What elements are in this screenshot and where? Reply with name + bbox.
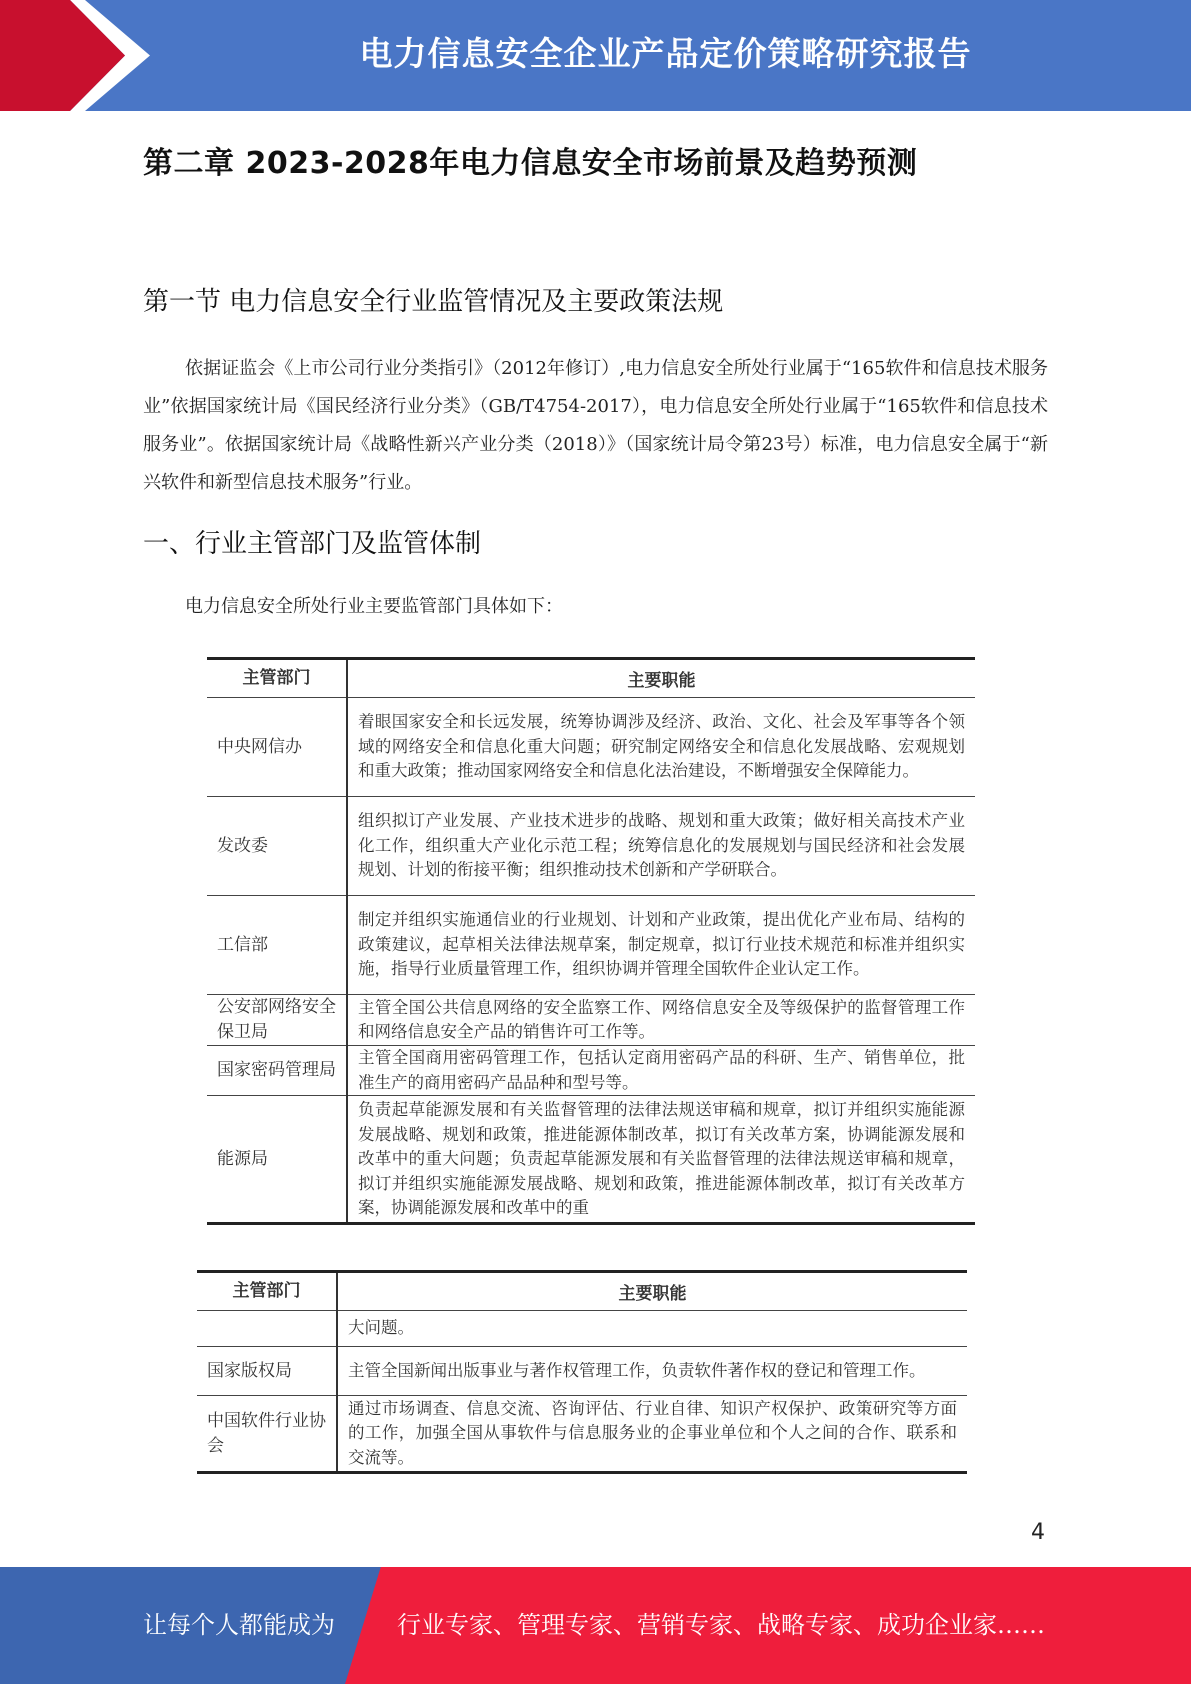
dept-cell: 国家版权局 (197, 1347, 337, 1396)
dept-cell: 能源局 (207, 1096, 347, 1224)
body-paragraph: 依据证监会《上市公司行业分类指引》（2012年修订）,电力信息安全所处行业属于“165软件和信息技术服务业”依据国家统计局《国民经济行业分类》（GB/T4754-2017），电力信息安全所处行业属于“165软件和信息技术服务业”。依据国家统计局《战略性新兴产业分类（2018）》（国家统计局令第23号）标准，电力信息安全属于“新兴软件和新型信息技术服务”行业。 (143, 358, 1048, 493)
table-row (207, 797, 975, 896)
section-title: 第一节 电力信息安全行业监管情况及主要政策法规 (143, 287, 724, 317)
table-intro-text: 电力信息安全所处行业主要监管部门具体如下： (185, 596, 563, 617)
footer-slogan-right: 行业专家、管理专家、营销专家、战略专家、成功企业家…… (397, 1611, 1045, 1639)
duty-cell: 主管全国商用密码管理工作，包括认定商用密码产品的科研、生产、销售单位，批准生产的商用密码产品品种和型号等。 (347, 1046, 975, 1096)
header-duty: 主要职能 (337, 1272, 967, 1311)
duty-cell: 组织拟订产业发展、产业技术进步的战略、规划和重大政策；做好相关高技术产业化工作，组织重大产业化示范工程；统筹信息化的发展规划与国民经济和社会发展规划、计划的衔接平衡；组织推动技术创新和产学研联合。 (347, 797, 975, 896)
duty-cell: 制定并组织实施通信业的行业规划、计划和产业政策，提出优化产业布局、结构的政策建议，起草相关法律法规草案，制定规章，拟订行业技术规范和标准并组织实施，指导行业质量管理工作，组织协调并管理全国软件企业认定工作。 (347, 896, 975, 995)
table-row (197, 1311, 967, 1347)
header-banner (0, 0, 1191, 111)
table-row (207, 1096, 975, 1224)
regulator-table (207, 657, 975, 1225)
header-red-block (0, 0, 70, 111)
table-row (207, 1046, 975, 1096)
footer-banner (0, 1567, 1191, 1684)
report-title: 电力信息安全企业产品定价策略研究报告 (359, 34, 972, 73)
duty-cell: 负责起草能源发展和有关监督管理的法律法规送审稿和规章，拟订并组织实施能源发展战略、规划和政策，推进能源体制改革，拟订有关改革方案，协调能源发展和改革中的重大问题；负责起草能源发展和有关监督管理的法律法规送审稿和规章，拟订并组织实施能源发展战略、规划和政策，推进能源体制改革，拟订有关改革方案，协调能源发展和改革中的重 (347, 1096, 975, 1224)
dept-cell: 中国软件行业协会 (197, 1396, 337, 1473)
dept-cell: 公安部网络安全保卫局 (207, 995, 347, 1046)
dept-cell: 中央网信办 (207, 698, 347, 797)
footer-slogan-left: 让每个人都能成为 (143, 1611, 335, 1639)
duty-cell: 着眼国家安全和长远发展，统筹协调涉及经济、政治、文化、社会及军事等各个领域的网络安全和信息化重大问题；研究制定网络安全和信息化发展战略、宏观规划和重大政策；推动国家网络安全和信息化法治建设，不断增强安全保障能力。 (347, 698, 975, 797)
table-row (197, 1396, 967, 1473)
dept-cell (197, 1311, 337, 1347)
duty-cell: 主管全国公共信息网络的安全监察工作、网络信息安全及等级保护的监督管理工作和网络信息安全产品的销售许可工作等。 (347, 995, 975, 1046)
table-row (207, 995, 975, 1046)
header-dept: 主管部门 (197, 1272, 337, 1311)
table-header-row (207, 659, 975, 698)
header-dept: 主管部门 (207, 659, 347, 698)
header-chevron-decoration (70, 0, 150, 111)
dept-cell: 国家密码管理局 (207, 1046, 347, 1096)
duty-cell: 大问题。 (337, 1311, 967, 1347)
subsection-title: 一、行业主管部门及监管体制 (143, 529, 482, 559)
dept-cell: 发改委 (207, 797, 347, 896)
page-number: 4 (1031, 1520, 1045, 1545)
regulator-table-continued (197, 1270, 967, 1474)
duty-cell: 通过市场调查、信息交流、咨询评估、行业自律、知识产权保护、政策研究等方面的工作，加强全国从事软件与信息服务业的企事业单位和个人之间的合作、联系和交流等。 (337, 1396, 967, 1473)
chapter-title: 第二章 2023-2028年电力信息安全市场前景及趋势预测 (143, 146, 918, 181)
table-row (207, 896, 975, 995)
table-row (207, 698, 975, 797)
table-header-row (197, 1272, 967, 1311)
dept-cell: 工信部 (207, 896, 347, 995)
header-duty: 主要职能 (347, 659, 975, 698)
duty-cell: 主管全国新闻出版事业与著作权管理工作，负责软件著作权的登记和管理工作。 (337, 1347, 967, 1396)
table-row (197, 1347, 967, 1396)
